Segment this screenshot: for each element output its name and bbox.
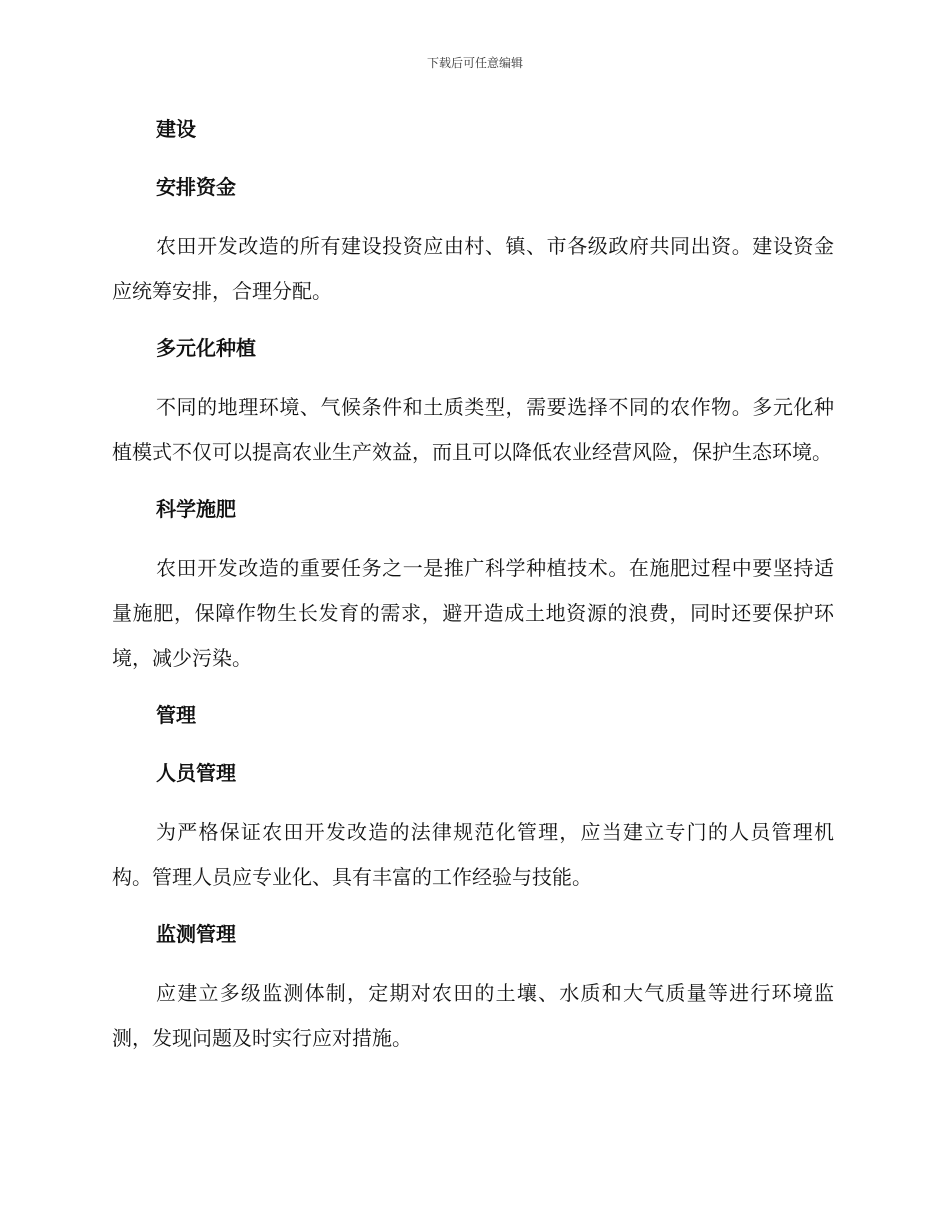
subheading-scientific-fertilization: 科学施肥 — [156, 497, 236, 521]
paragraph-personnel: 为严格保证农田开发改造的法律规范化管理，应当建立专门的人员管理机构。管理人员应专业化、具有丰富的工作经验与技能。 — [112, 820, 834, 889]
subheading-personnel: 人员管理 — [156, 761, 236, 785]
document-body — [112, 108, 834, 1074]
subheading-diversified-planting: 多元化种植 — [156, 336, 256, 360]
subheading-funding: 安排资金 — [156, 175, 236, 199]
section-heading-management: 管理 — [156, 703, 196, 727]
paragraph-scientific-fertilization: 农田开发改造的重要任务之一是推广科学种植技术。在施肥过程中要坚持适量施肥，保障作物生长发育的需求，避开造成土地资源的浪费，同时还要保护环境，减少污染。 — [112, 556, 834, 670]
paragraph-diversified-planting: 不同的地理环境、气候条件和土质类型，需要选择不同的农作物。多元化种植模式不仅可以提高农业生产效益，而且可以降低农业经营风险，保护生态环境。 — [112, 395, 834, 464]
paragraph-monitoring: 应建立多级监测体制，定期对农田的土壤、水质和大气质量等进行环境监测，发现问题及时实行应对措施。 — [112, 981, 834, 1050]
subheading-monitoring: 监测管理 — [156, 922, 236, 946]
paragraph-funding: 农田开发改造的所有建设投资应由村、镇、市各级政府共同出资。建设资金应统筹安排，合理分配。 — [112, 234, 834, 303]
section-heading-construction: 建设 — [156, 117, 196, 141]
page-header-note: 下载后可任意编辑 — [426, 56, 523, 70]
